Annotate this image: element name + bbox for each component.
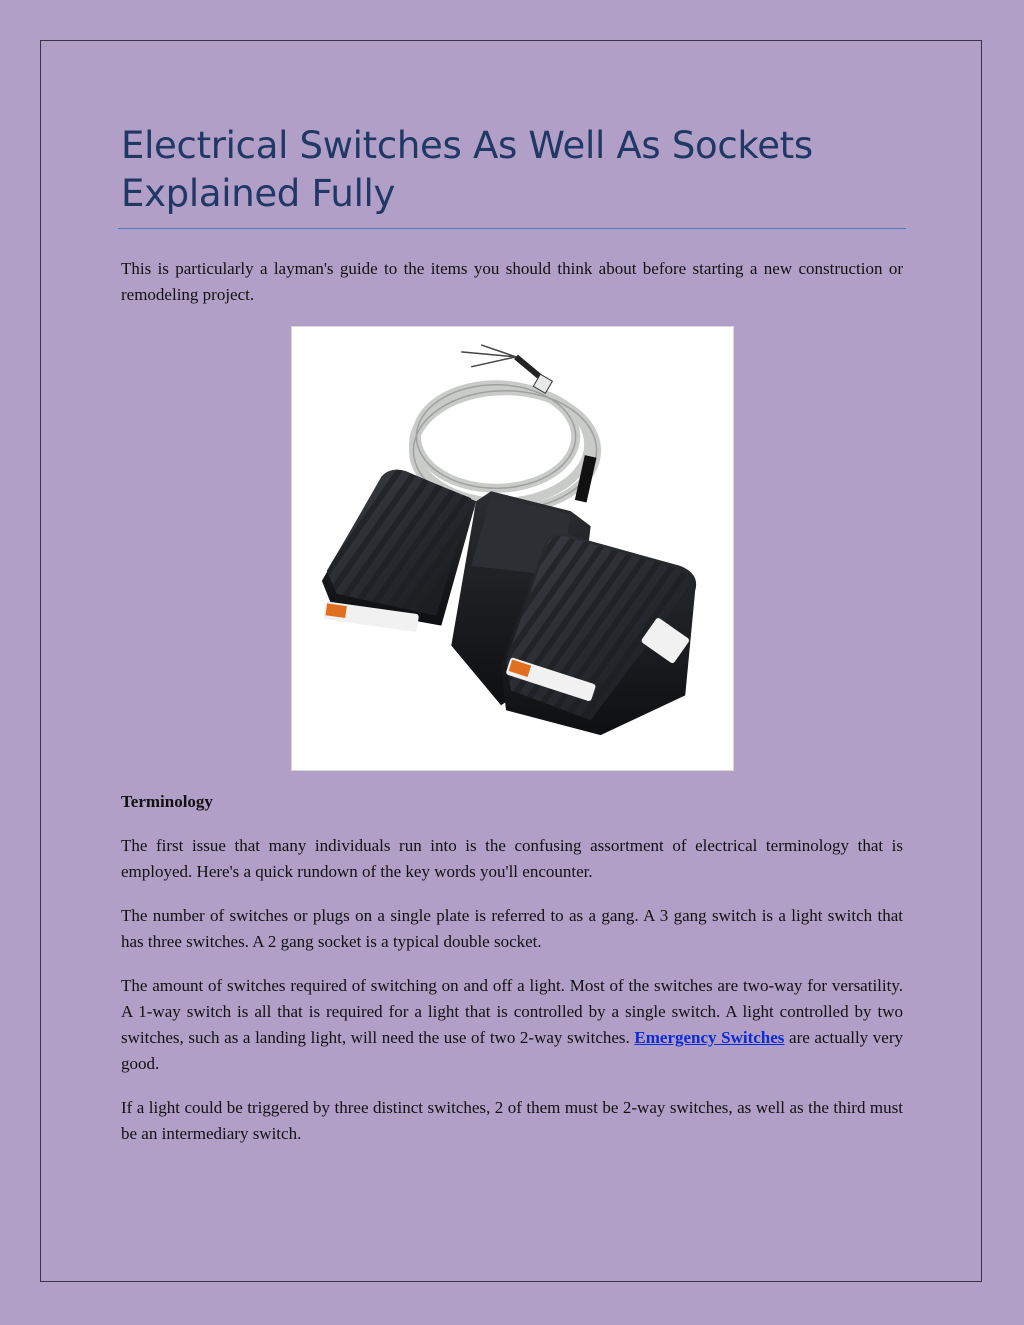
paragraph-way-switches-tail: are actually very good. xyxy=(121,1028,903,1073)
foot-pedal-image xyxy=(291,326,734,771)
page-title: Electrical Switches As Well As Sockets Explained Fully xyxy=(121,124,813,215)
emergency-switches-link[interactable]: Emergency Switches xyxy=(634,1028,785,1047)
paragraph-gang: The number of switches or plugs on a single plate is referred to as a gang. A 3 gang switch is a light switch that has three switches. A 2 gang socket is a typical double socket. xyxy=(121,906,903,951)
intro-paragraph: This is particularly a layman's guide to the items you should think about before starting a new construction or remodeling project. xyxy=(121,259,903,304)
paragraph-way-switches xyxy=(121,973,903,1077)
paragraph-way-switches-text: The amount of switches required of switching on and off a light. Most of the switches are two-way for versatility. A 1-way switch is all that is required for a light that is controlled by a single switch. A light controlled by two switches, such as a landing light, will need the use of two 2-way switches. xyxy=(121,976,903,1047)
paragraph-terminology-intro: The first issue that many individuals run into is the confusing assortment of electrical terminology that is employed. Here's a quick rundown of the key words you'll encounter. xyxy=(121,836,903,881)
section-heading-terminology: Terminology xyxy=(121,792,213,811)
document-header xyxy=(121,122,903,218)
paragraph-intermediary: If a light could be triggered by three distinct switches, 2 of them must be 2-way switches, as well as the third must be an intermediary switch. xyxy=(121,1098,903,1143)
title-underline xyxy=(118,228,906,229)
foot-pedal-switch-icon xyxy=(292,327,733,770)
